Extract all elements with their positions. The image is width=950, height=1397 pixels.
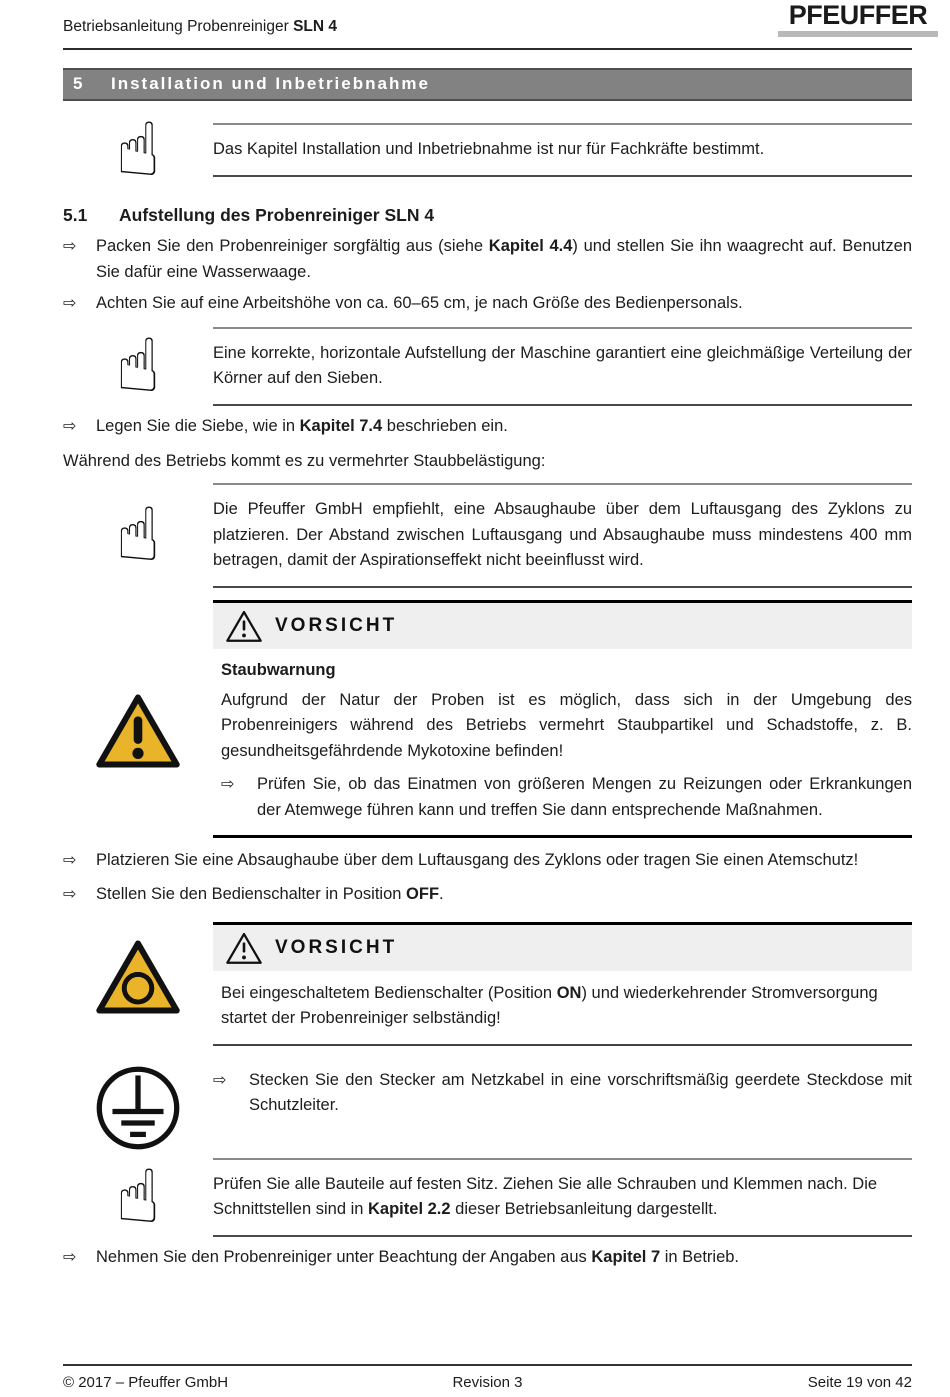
instruction-text: Legen Sie die Siebe, wie in Kapitel 7.4 beschrieben ein.: [96, 416, 508, 435]
instruction-arbeitshoehe: [63, 291, 912, 317]
note-text: Die Pfeuffer GmbH empfiehlt, eine Absaughaube über dem Luftausgang des Zyklons zu platzieren. Der Abstand zwischen Luftausgang und Absaughaube muss mindestens 400 mm betragen, damit der Aspirationseffekt nicht beeinflusst wird.: [213, 483, 912, 588]
instruction-text: Packen Sie den Probenreiniger sorgfältig aus (siehe Kapitel 4.4) und stellen Sie ihn waagrecht auf. Benutzen Sie dafür eine Wasserwaage.: [96, 237, 912, 281]
instruction-schalter-off: [63, 882, 912, 908]
caution-triangle-icon: [225, 609, 263, 643]
note-absaughaube: [63, 483, 912, 588]
note-icon-col: [63, 107, 213, 193]
caution-body: Bei eingeschaltetem Bedienschalter (Position ON) und wiederkehrender Stromversorgung startet der Probenreiniger selbständig!: [221, 983, 878, 1028]
caution-instruction: [221, 772, 912, 823]
arrow-bullet-icon: ⇨: [221, 774, 235, 794]
arrow-bullet-icon: ⇨: [63, 293, 77, 313]
caution-box-autostart: [213, 922, 912, 1046]
note-text: Eine korrekte, horizontale Aufstellung der Maschine garantiert eine gleichmäßige Verteilung der Körner auf den Sieben.: [213, 327, 912, 406]
footer-revision: Revision 3: [452, 1374, 523, 1391]
arrow-bullet-icon: ⇨: [63, 850, 77, 870]
note-text: Prüfen Sie alle Bauteile auf festen Sitz. Ziehen Sie alle Schrauben und Klemmen nach. Die Schnittstellen sind in Kapitel 2.2 dieser Betriebsanleitung dargestellt.: [213, 1158, 912, 1237]
instruction-stecker: [213, 1068, 912, 1119]
instruction-auspacken: [63, 234, 912, 285]
caution-instruction-text: Prüfen Sie, ob das Einatmen von größeren Mengen zu Reizungen oder Erkrankungen der Atemwege führen kann und treffen Sie dann entsprechende Maßnahmen.: [257, 775, 912, 819]
note-icon-col: [63, 1064, 213, 1152]
pointing-hand-icon: ☝: [115, 107, 161, 193]
instruction-text: Stellen Sie den Bedienschalter in Position OFF.: [96, 885, 444, 903]
instruction-text: Achten Sie auf eine Arbeitshöhe von ca. 60–65 cm, je nach Größe des Bedienpersonals.: [96, 294, 743, 313]
instruction-absaughaube: [63, 848, 912, 874]
pfeuffer-logo: [778, 2, 938, 37]
pointing-hand-icon: ☝: [115, 492, 161, 579]
footer-page-number: Seite 19 von 42: [807, 1374, 912, 1391]
pfeuffer-logo-underline: [778, 31, 938, 37]
arrow-bullet-icon: ⇨: [63, 415, 77, 435]
instruction-text: Platzieren Sie eine Absaughaube über dem Luftausgang des Zyklons oder tragen Sie einen Atemschutz!: [96, 851, 859, 870]
subsection-number: 5.1: [63, 205, 88, 225]
caution-label: VORSICHT: [275, 936, 398, 958]
subsection-title: Aufstellung des Probenreiniger SLN 4: [119, 205, 435, 225]
caution-triangle-icon: [225, 931, 263, 965]
instruction-text: Nehmen Sie den Probenreiniger unter Beachtung der Angaben aus Kapitel 7 in Betrieb.: [96, 1247, 740, 1266]
caution-box-dust: [213, 600, 912, 839]
instruction-text: Stecken Sie den Stecker am Netzkabel in eine vorschriftsmäßig geerdete Steckdose mit Schutzleiter.: [249, 1070, 912, 1115]
instruction-inbetriebnahme: [63, 1245, 912, 1271]
note-aufstellung: [63, 323, 912, 410]
pfeuffer-logo-text: PFEUFFER: [788, 0, 928, 30]
note-icon-col: [63, 1154, 213, 1241]
note-icon-col: [63, 323, 213, 410]
arrow-bullet-icon: ⇨: [213, 1069, 227, 1089]
arrow-bullet-icon: ⇨: [63, 884, 77, 903]
caution-body: Aufgrund der Natur der Proben ist es möglich, dass sich in der Umgebung des Probenreinigers während des Betriebs vermehrt Staubpartikel und Schadstoffe, z. B. gesundheitsgefährdende Mykotoxine befinden!: [221, 690, 912, 760]
chapter-title: Installation und Inbetriebnahme: [111, 74, 430, 93]
document-title: Betriebsanleitung Probenreiniger SLN 4: [63, 18, 338, 35]
arrow-bullet-icon: ⇨: [63, 1246, 77, 1266]
caution-header: [213, 600, 912, 649]
warning-triangle-icon: [95, 692, 181, 770]
pointing-hand-icon: ☝: [115, 323, 161, 410]
pointing-hand-icon: ☝: [115, 1154, 161, 1241]
paragraph-staub-intro: Während des Betriebs kommt es zu vermehrter Staubbelästigung:: [63, 452, 546, 471]
note-fachkraefte: [63, 107, 912, 193]
note-icon-col: [63, 492, 213, 579]
caution-header: [213, 922, 912, 971]
page-footer: [63, 1364, 912, 1391]
arrow-bullet-icon: ⇨: [63, 236, 77, 255]
instruction-stecker-row: [63, 1064, 912, 1152]
note-bauteile: [63, 1154, 912, 1241]
page-header: [63, 0, 928, 50]
protective-earth-icon: [94, 1064, 182, 1152]
footer-copyright: © 2017 – Pfeuffer GmbH: [63, 1374, 229, 1391]
subsection-heading: [63, 205, 912, 226]
instruction-siebe: [63, 414, 912, 440]
chapter-heading-bar: [63, 68, 912, 101]
note-text: Das Kapitel Installation und Inbetriebnahme ist nur für Fachkräfte bestimmt.: [213, 123, 912, 177]
caution-subtitle: Staubwarnung: [221, 660, 336, 679]
automatic-start-warning-icon: [95, 938, 181, 1016]
caution-label: VORSICHT: [275, 614, 398, 636]
chapter-number: 5: [73, 74, 85, 93]
